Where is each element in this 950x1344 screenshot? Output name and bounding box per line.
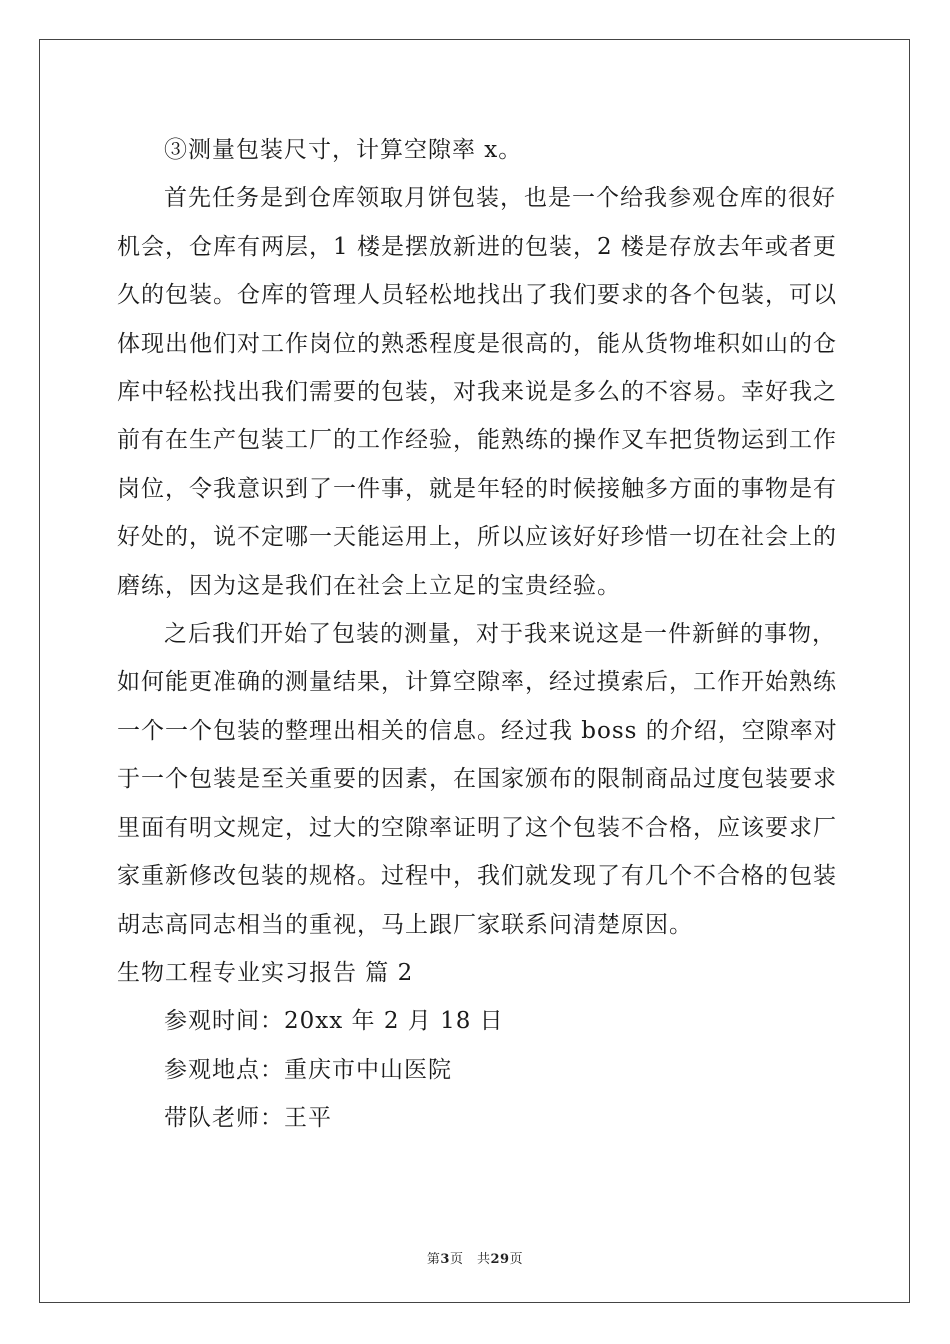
text-line: 机会，仓库有两层，1 楼是摆放新进的包装，2 楼是存放去年或者更 [117, 233, 837, 260]
text-line: 库中轻松找出我们需要的包装，对我来说是多么的不容易。幸好我之 [117, 379, 837, 406]
paragraph-warehouse [117, 174, 837, 610]
document-body [117, 126, 838, 1143]
total-pages: 29 [490, 1252, 510, 1267]
text-line: 前有在生产包装工厂的工作经验，能熟练的操作叉车把货物运到工作 [117, 427, 837, 454]
text-line: 一个一个包装的整理出相关的信息。经过我 boss 的介绍，空隙率对 [117, 717, 838, 744]
text-line: 之后我们开始了包装的测量，对于我来说这是一件新鲜的事物， [164, 621, 836, 648]
text-line: 磨练，因为这是我们在社会上立足的宝贵经验。 [117, 572, 621, 599]
visit-time: 参观时间：20xx 年 2 月 18 日 [164, 1008, 504, 1035]
text-line: 久的包装。仓库的管理人员轻松地找出了我们要求的各个包装，可以 [117, 282, 837, 309]
text-line: 如何能更准确的测量结果，计算空隙率，经过摸索后，工作开始熟练 [117, 669, 837, 696]
visit-place: 参观地点：重庆市中山医院 [164, 1056, 452, 1083]
footer-prefix: 第 [426, 1252, 441, 1267]
page-footer [0, 1248, 950, 1267]
leader: 带队老师：王平 [164, 1105, 332, 1132]
paragraph-measurement [117, 610, 838, 949]
footer-suffix: 页 [509, 1252, 524, 1267]
text-line: 体现出他们对工作岗位的熟悉程度是很高的，能从货物堆积如山的仓 [117, 330, 837, 357]
text-line: 家重新修改包装的规格。过程中，我们就发现了有几个不合格的包装 [117, 863, 837, 890]
section-title: 生物工程专业实习报告 篇 2 [117, 959, 414, 986]
page-number: 3 [440, 1252, 450, 1267]
text-line: 首先任务是到仓库领取月饼包装，也是一个给我参观仓库的很好 [164, 185, 836, 212]
text-line: 里面有明文规定，过大的空隙率证明了这个包装不合格，应该要求厂 [117, 814, 837, 841]
text-line: 好处的，说不定哪一天能运用上，所以应该好好珍惜一切在社会上的 [117, 524, 837, 551]
footer-mid: 页 共 [449, 1252, 491, 1267]
text-line: 胡志高同志相当的重视，马上跟厂家联系问清楚原因。 [117, 911, 693, 938]
text-line: 于一个包装是至关重要的因素，在国家颁布的限制商品过度包装要求 [117, 766, 837, 793]
paragraph-step-3: ③测量包装尺寸，计算空隙率 x。 [164, 137, 523, 163]
text-line: 岗位，令我意识到了一件事，就是年轻的时候接触多方面的事物是有 [117, 475, 837, 502]
